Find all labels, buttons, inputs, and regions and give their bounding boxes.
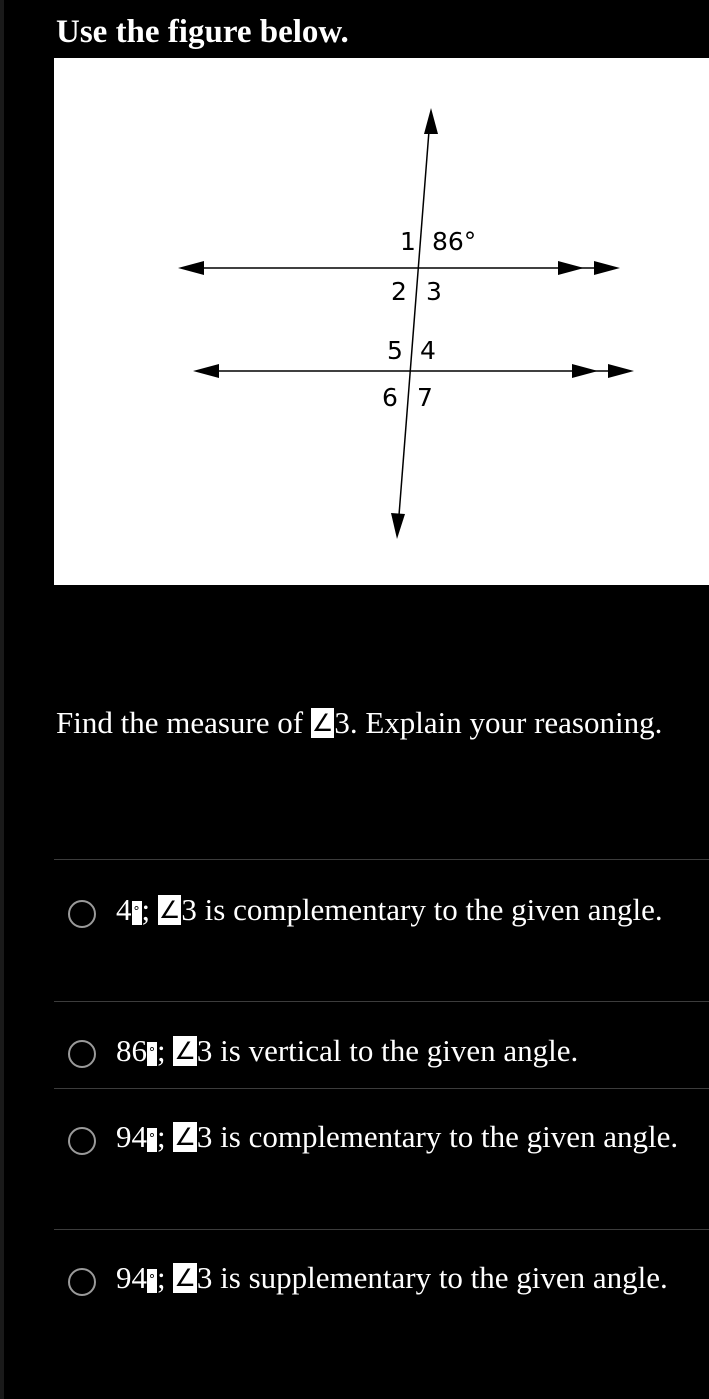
transversal-bottom-arrow bbox=[391, 513, 405, 539]
lower-line-left-arrow bbox=[193, 364, 219, 378]
radio-button[interactable] bbox=[68, 900, 96, 928]
option-separator: ; bbox=[141, 892, 158, 927]
left-border bbox=[0, 0, 4, 1399]
angle-label-3: 3 bbox=[426, 277, 442, 306]
answer-option-1[interactable] bbox=[54, 860, 709, 1001]
question-prefix: Find the measure of bbox=[56, 705, 311, 740]
radio-button[interactable] bbox=[68, 1040, 96, 1068]
option-value: 94 bbox=[116, 1260, 147, 1295]
degree-icon: ° bbox=[147, 1269, 157, 1293]
option-explanation: 3 is supplementary to the given angle. bbox=[196, 1260, 668, 1295]
angle-label-7: 7 bbox=[417, 383, 433, 412]
option-explanation: 3 is vertical to the given angle. bbox=[196, 1033, 579, 1068]
degree-icon: ° bbox=[132, 901, 142, 925]
option-separator: ; bbox=[157, 1119, 174, 1154]
answer-option-4[interactable] bbox=[54, 1230, 709, 1380]
answer-option-3[interactable] bbox=[54, 1089, 709, 1229]
option-text bbox=[116, 1023, 706, 1078]
upper-line-left-arrow bbox=[178, 261, 204, 275]
angle-label-6: 6 bbox=[382, 383, 398, 412]
lower-line-right-arrow-2 bbox=[608, 364, 634, 378]
degree-icon: ° bbox=[147, 1042, 157, 1066]
angle-label-5: 5 bbox=[387, 336, 403, 365]
option-separator: ; bbox=[157, 1260, 174, 1295]
answer-option-2[interactable] bbox=[54, 1002, 709, 1088]
parallel-lines-figure bbox=[54, 58, 709, 585]
radio-button[interactable] bbox=[68, 1127, 96, 1155]
instruction-text: Use the figure below. bbox=[56, 14, 349, 50]
angle-icon: ∠ bbox=[174, 1123, 196, 1151]
option-separator: ; bbox=[157, 1033, 174, 1068]
option-text bbox=[116, 882, 706, 937]
angle-icon: ∠ bbox=[311, 709, 334, 737]
angle-label-1: 1 bbox=[400, 227, 416, 256]
angle-label-2: 2 bbox=[391, 277, 407, 306]
option-explanation: 3 is complementary to the given angle. bbox=[181, 892, 663, 927]
angle-icon: ∠ bbox=[174, 1264, 196, 1292]
degree-icon: ° bbox=[147, 1128, 157, 1152]
option-text bbox=[116, 1109, 706, 1164]
transversal-line bbox=[398, 118, 430, 528]
angle-icon: ∠ bbox=[174, 1037, 196, 1065]
upper-line-right-arrow-1 bbox=[558, 261, 584, 275]
angle-icon: ∠ bbox=[158, 896, 181, 924]
question-text bbox=[56, 695, 696, 750]
option-value: 86 bbox=[116, 1033, 147, 1068]
option-explanation: 3 is complementary to the given angle. bbox=[196, 1119, 679, 1154]
given-angle-label: 86° bbox=[432, 227, 477, 256]
figure-panel bbox=[54, 58, 709, 585]
angle-label-4: 4 bbox=[420, 336, 436, 365]
lower-line-right-arrow-1 bbox=[572, 364, 598, 378]
transversal-top-arrow bbox=[424, 108, 438, 134]
radio-button[interactable] bbox=[68, 1268, 96, 1296]
upper-line-right-arrow-2 bbox=[594, 261, 620, 275]
option-value: 94 bbox=[116, 1119, 147, 1154]
option-value: 4 bbox=[116, 892, 132, 927]
question-suffix: 3. Explain your reasoning. bbox=[334, 705, 663, 740]
option-text bbox=[116, 1250, 706, 1305]
